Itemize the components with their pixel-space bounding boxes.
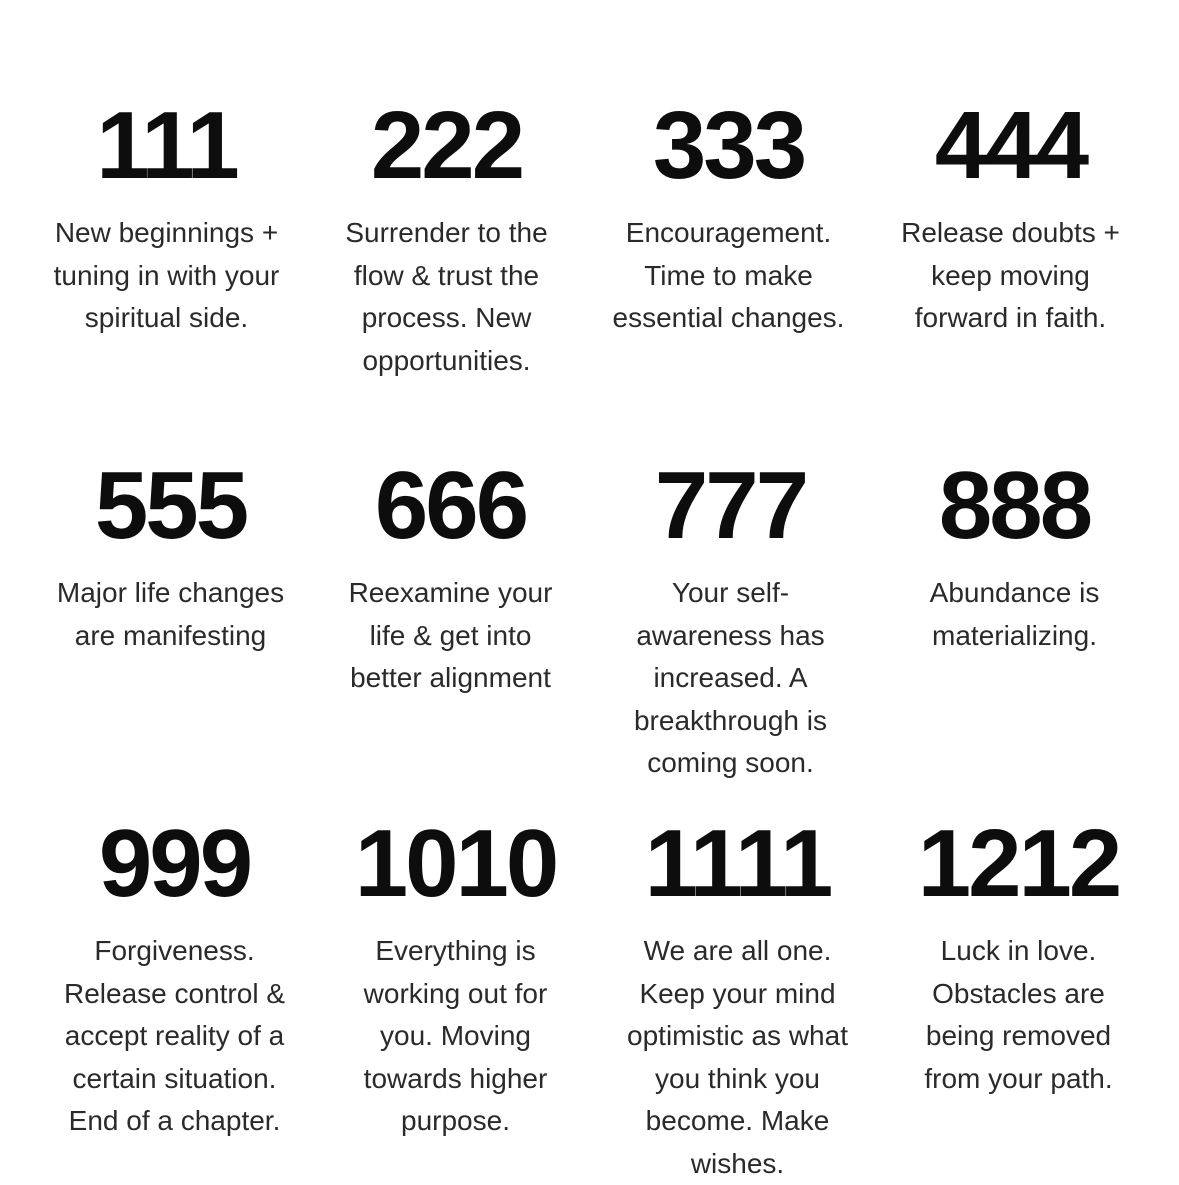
meaning-line: are manifesting: [28, 615, 313, 658]
angel-number: 1111: [595, 816, 880, 916]
angel-number-card-1010: [313, 816, 598, 1143]
meaning-line: Reexamine your: [308, 572, 593, 615]
angel-number-meaning: [308, 572, 593, 700]
meaning-line: Obstacles are: [876, 973, 1161, 1016]
meaning-line: awareness has: [588, 615, 873, 658]
angel-number-card-111: [24, 98, 309, 340]
meaning-line: Forgiveness.: [32, 930, 317, 973]
meaning-line: spiritual side.: [24, 297, 309, 340]
meaning-line: increased. A: [588, 657, 873, 700]
meaning-line: purpose.: [313, 1100, 598, 1143]
meaning-line: Luck in love.: [876, 930, 1161, 973]
angel-number-card-666: [308, 458, 593, 700]
meaning-line: We are all one.: [595, 930, 880, 973]
angel-number-card-222: [304, 98, 589, 382]
angel-number-meaning: [32, 930, 317, 1143]
angel-number-meaning: [868, 212, 1153, 340]
angel-number-card-999: [32, 816, 317, 1143]
meaning-line: Major life changes: [28, 572, 313, 615]
angel-number-meaning: [586, 212, 871, 340]
angel-number: 888: [872, 458, 1157, 558]
meaning-line: keep moving: [868, 255, 1153, 298]
angel-number-meaning: [304, 212, 589, 382]
meaning-line: coming soon.: [588, 742, 873, 785]
angel-number-card-1111: [595, 816, 880, 1185]
meaning-line: Release doubts +: [868, 212, 1153, 255]
meaning-line: you think you: [595, 1058, 880, 1101]
meaning-line: Your self-: [588, 572, 873, 615]
angel-number: 1010: [313, 816, 598, 916]
meaning-line: End of a chapter.: [32, 1100, 317, 1143]
angel-number-card-444: [868, 98, 1153, 340]
meaning-line: become. Make: [595, 1100, 880, 1143]
meaning-line: opportunities.: [304, 340, 589, 383]
meaning-line: Encouragement.: [586, 212, 871, 255]
angel-number-meaning: [313, 930, 598, 1143]
angel-number-card-333: [586, 98, 871, 340]
angel-number: 444: [868, 98, 1153, 198]
meaning-line: Release control &: [32, 973, 317, 1016]
meaning-line: New beginnings +: [24, 212, 309, 255]
meaning-line: Keep your mind: [595, 973, 880, 1016]
angel-number: 333: [586, 98, 871, 198]
meaning-line: Abundance is: [872, 572, 1157, 615]
angel-number-meaning: [876, 930, 1161, 1100]
meaning-line: materializing.: [872, 615, 1157, 658]
meaning-line: Everything is: [313, 930, 598, 973]
angel-number: 999: [32, 816, 317, 916]
meaning-line: optimistic as what: [595, 1015, 880, 1058]
angel-number-card-777: [588, 458, 873, 785]
meaning-line: Time to make: [586, 255, 871, 298]
meaning-line: certain situation.: [32, 1058, 317, 1101]
angel-number-card-1212: [876, 816, 1161, 1100]
meaning-line: life & get into: [308, 615, 593, 658]
meaning-line: accept reality of a: [32, 1015, 317, 1058]
meaning-line: tuning in with your: [24, 255, 309, 298]
meaning-line: wishes.: [595, 1143, 880, 1185]
angel-number: 111: [24, 98, 309, 198]
meaning-line: essential changes.: [586, 297, 871, 340]
meaning-line: breakthrough is: [588, 700, 873, 743]
angel-number-meaning: [595, 930, 880, 1185]
meaning-line: forward in faith.: [868, 297, 1153, 340]
angel-number-card-555: [28, 458, 313, 657]
angel-number: 222: [304, 98, 589, 198]
angel-number: 777: [588, 458, 873, 558]
meaning-line: process. New: [304, 297, 589, 340]
meaning-line: being removed: [876, 1015, 1161, 1058]
meaning-line: from your path.: [876, 1058, 1161, 1101]
angel-number: 555: [28, 458, 313, 558]
meaning-line: flow & trust the: [304, 255, 589, 298]
angel-number: 666: [308, 458, 593, 558]
angel-number-meaning: [28, 572, 313, 657]
meaning-line: working out for: [313, 973, 598, 1016]
angel-number-meaning: [24, 212, 309, 340]
angel-number: 1212: [876, 816, 1161, 916]
angel-number-meaning: [588, 572, 873, 785]
meaning-line: better alignment: [308, 657, 593, 700]
angel-number-meaning: [872, 572, 1157, 657]
meaning-line: you. Moving: [313, 1015, 598, 1058]
meaning-line: towards higher: [313, 1058, 598, 1101]
angel-number-card-888: [872, 458, 1157, 657]
meaning-line: Surrender to the: [304, 212, 589, 255]
